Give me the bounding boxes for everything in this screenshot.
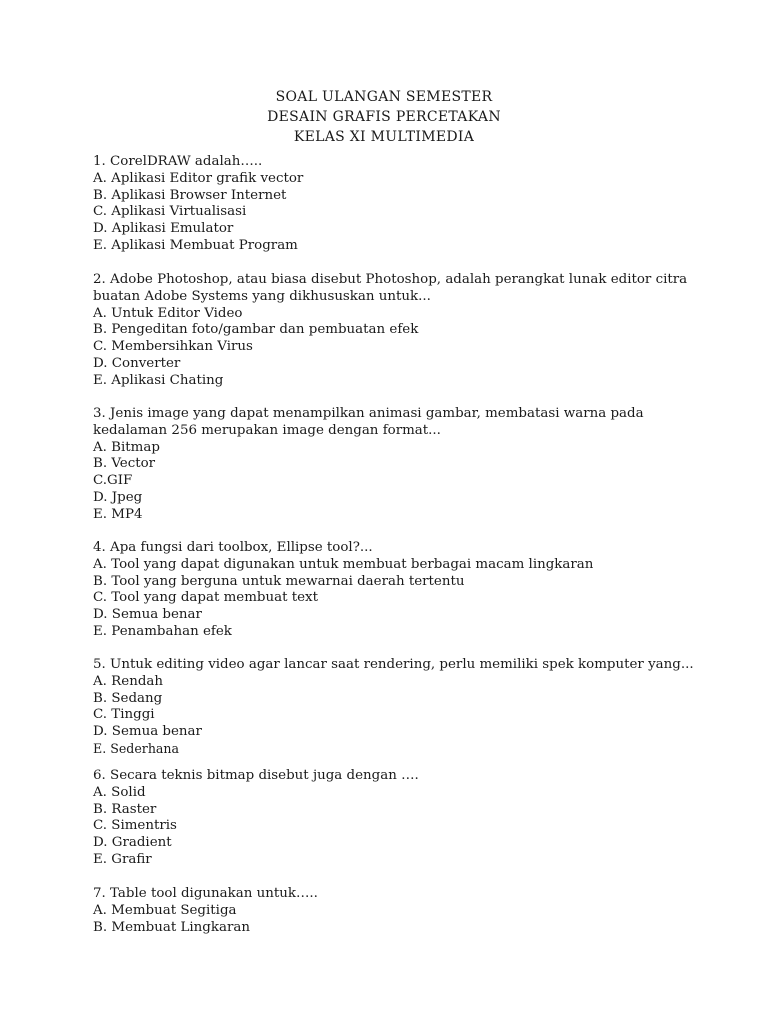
- question-3-option-e: E. MP4: [93, 506, 143, 522]
- question-2-stem: 2. Adobe Photoshop, atau biasa disebut Photoshop, adalah perangkat lunak editor citra buatan Adobe Systems yang dikhususkan untuk...: [93, 272, 688, 304]
- question-1-option-e: E. Aplikasi Membuat Program: [93, 237, 298, 253]
- question-3-stem: 3. Jenis image yang dapat menampilkan animasi gambar, membatasi warna pada kedalaman 256 merupakan image dengan format...: [93, 406, 644, 438]
- question-7-stem: 7. Table tool digunakan untuk…..: [93, 886, 318, 901]
- question-4-option-d: D. Semua benar: [93, 607, 202, 623]
- question-2-option-c: C. Membersihkan Virus: [93, 339, 253, 355]
- question-2-option-d: D. Converter: [93, 355, 181, 371]
- question-1-stem: 1. CorelDRAW adalah…..: [93, 154, 263, 169]
- header-title: SOAL ULANGAN SEMESTER: [275, 89, 493, 105]
- question-3-option-d: D. Jpeg: [93, 489, 143, 505]
- question-4: [93, 540, 693, 641]
- question-2-option-a: A. Untuk Editor Video: [93, 305, 243, 321]
- question-2: [93, 272, 693, 390]
- question-4-stem: 4. Apa fungsi dari toolbox, Ellipse tool?...: [93, 540, 373, 555]
- question-6-option-b: B. Raster: [93, 801, 157, 817]
- question-4-option-c: C. Tool yang dapat membuat text: [93, 590, 318, 606]
- question-5-option-b: B. Sedang: [93, 690, 163, 706]
- question-3-option-c: C.GIF: [93, 473, 133, 489]
- question-7: [93, 886, 693, 936]
- question-1-option-b: B. Aplikasi Browser Internet: [93, 187, 287, 203]
- question-2-option-b: B. Pengeditan foto/gambar dan pembuatan efek: [93, 322, 419, 338]
- question-4-option-a: A. Tool yang dapat digunakan untuk membuat berbagai macam lingkaran: [93, 556, 594, 572]
- question-5-option-c: C. Tinggi: [93, 707, 155, 723]
- question-1: [93, 154, 693, 255]
- question-5: [93, 657, 693, 758]
- question-3: [93, 406, 693, 524]
- question-5-option-d: D. Semua benar: [93, 724, 202, 740]
- question-4-option-e: E. Penambahan efek: [93, 623, 232, 639]
- question-2-option-e: E. Aplikasi Chating: [93, 372, 224, 388]
- question-6-stem: 6. Secara teknis bitmap disebut juga dengan ….: [93, 768, 419, 783]
- question-1-option-c: C. Aplikasi Virtualisasi: [93, 204, 247, 220]
- document-header: [0, 87, 768, 147]
- question-5-option-e: E. Sederhana: [93, 740, 180, 756]
- header-class: KELAS XI MULTIMEDIA: [293, 129, 475, 145]
- question-6: [93, 768, 693, 869]
- question-3-option-b: B. Vector: [93, 456, 156, 472]
- question-6-option-d: D. Gradient: [93, 835, 172, 851]
- question-4-option-b: B. Tool yang berguna untuk mewarnai daerah tertentu: [93, 573, 465, 589]
- question-3-option-a: A. Bitmap: [93, 439, 160, 455]
- question-6-option-e: E. Grafir: [93, 851, 152, 867]
- question-6-option-a: A. Solid: [93, 784, 146, 800]
- question-1-option-d: D. Aplikasi Emulator: [93, 221, 234, 237]
- header-subject: DESAIN GRAFIS PERCETAKAN: [267, 109, 501, 125]
- question-5-option-a: A. Rendah: [93, 673, 163, 689]
- question-7-option-a: A. Membuat Segitiga: [93, 902, 237, 918]
- question-6-option-c: C. Simentris: [93, 818, 177, 834]
- question-1-option-a: A. Aplikasi Editor grafik vector: [93, 170, 304, 186]
- question-7-option-b: B. Membuat Lingkaran: [93, 919, 250, 935]
- question-5-stem: 5. Untuk editing video agar lancar saat rendering, perlu memiliki spek komputer yang...: [93, 657, 694, 672]
